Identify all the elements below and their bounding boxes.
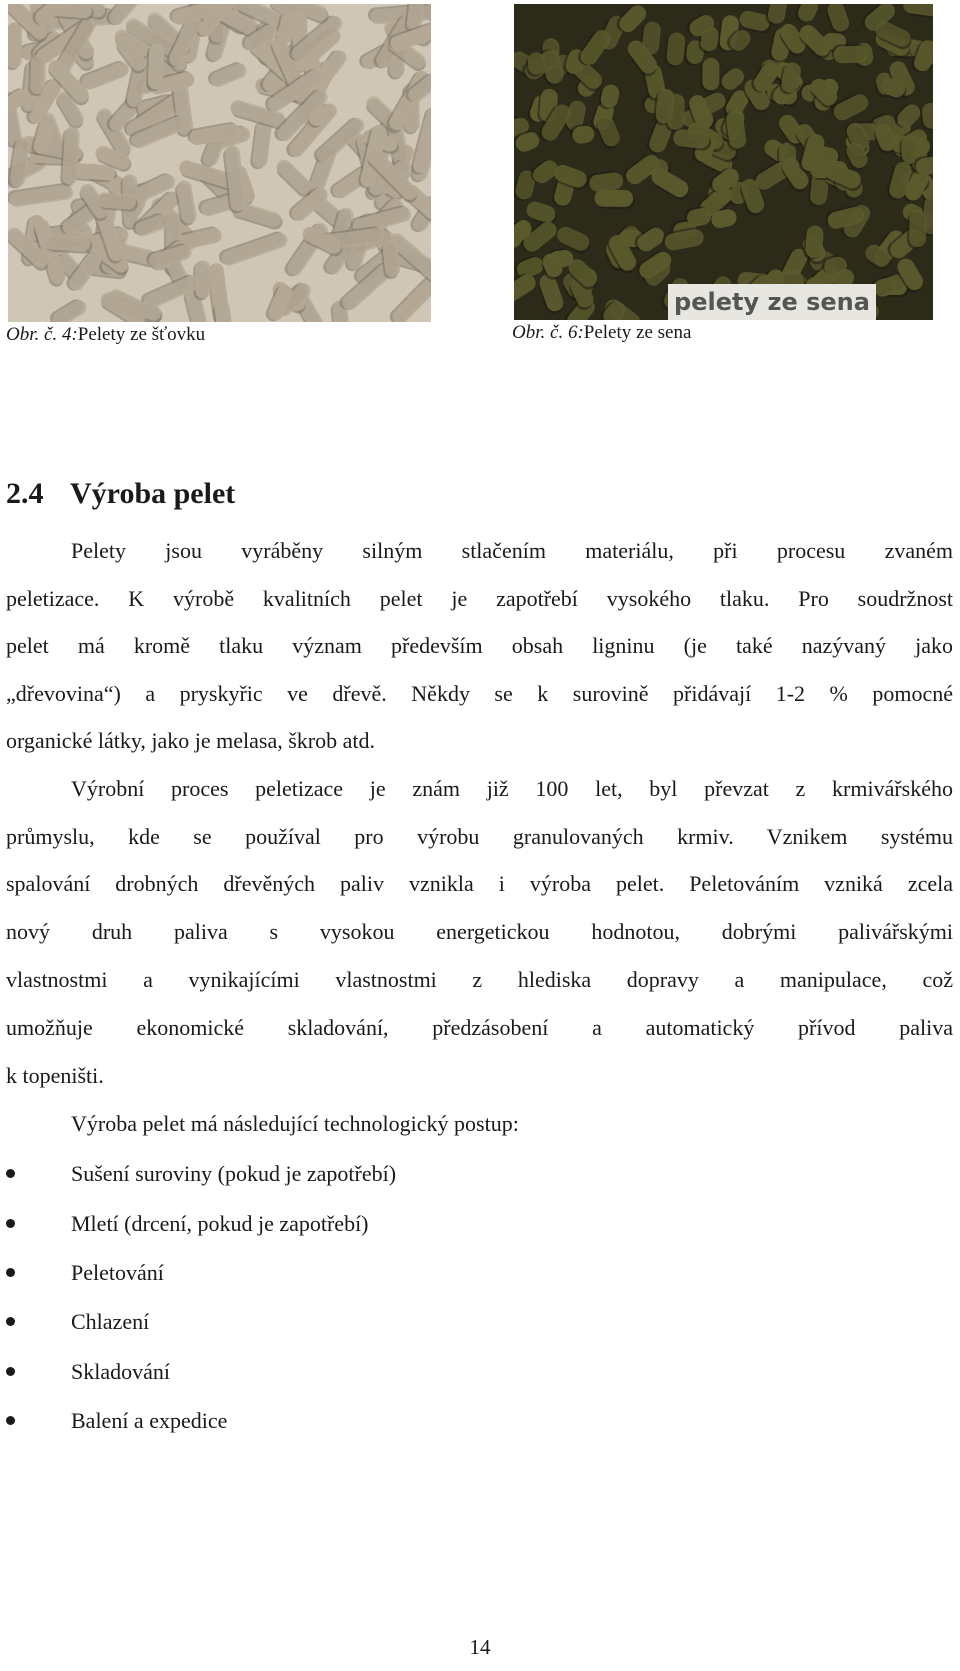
photo-label: [668, 284, 876, 320]
list-item-label: Balení a expedice: [71, 1408, 228, 1433]
bullet-icon: [6, 1317, 15, 1326]
body-line: pelet má kromě tlaku význam především obsah ligninu (je také nazývaný jako: [6, 633, 953, 658]
body-line: vlastnostmi a vynikajícími vlastnostmi z hlediska dopravy a manipulace, což: [6, 967, 953, 992]
list-item-label: Skladování: [71, 1359, 170, 1384]
list-item-label: Chlazení: [71, 1309, 150, 1334]
body-line: organické látky, jako je melasa, škrob atd.: [6, 728, 375, 753]
bullet-icon: [6, 1416, 15, 1425]
photo-label-text: pelety ze sena: [674, 288, 870, 316]
bullet-icon: [6, 1169, 15, 1178]
pellet: [43, 234, 92, 254]
figure-title-right: Pelety ze sena: [583, 322, 692, 343]
body-line: Výroba pelet má následující technologický postup:: [71, 1111, 519, 1136]
pellet: [594, 190, 635, 209]
figure-title-left: Pelety ze šťovku: [77, 324, 206, 345]
bullet-icon: [6, 1219, 15, 1228]
figure-caption-right: [512, 322, 691, 344]
body-line: k topeništi.: [6, 1063, 104, 1088]
pellet: [8, 22, 22, 70]
page-number: 14: [469, 1635, 491, 1659]
section-heading: [6, 474, 235, 514]
list-item-label: Sušení suroviny (pokud je zapotřebí): [71, 1161, 397, 1186]
bullet-icon: [6, 1268, 15, 1277]
pellet: [60, 126, 80, 186]
bullet-icon: [6, 1367, 15, 1376]
figure-label-right: Obr. č. 6:: [512, 322, 584, 343]
pellet: [700, 58, 719, 93]
pellet: [146, 43, 165, 92]
section-number: 2.4: [6, 477, 44, 510]
pellet: [907, 210, 927, 249]
section-title: Výroba pelet: [70, 477, 236, 510]
figure-label-left: Obr. č. 4:: [6, 324, 78, 345]
hay-pellets-photo: [514, 4, 933, 320]
body-line: Pelety jsou vyráběny silným stlačením materiálu, při procesu zvaném: [71, 538, 953, 563]
body-line: umožňuje ekonomické skladování, předzásobení a automatický přívod paliva: [6, 1015, 953, 1040]
pellet: [28, 54, 46, 96]
figure-caption-left: [6, 324, 205, 346]
sorrel-pellets-photo: [8, 4, 431, 322]
body-line: peletizace. K výrobě kvalitních pelet je zapotřebí vysokého tlaku. Pro soudržnost: [6, 586, 953, 611]
list-item-label: Peletování: [71, 1260, 164, 1285]
body-line: Výrobní proces peletizace je znám již 100 let, byl převzat z krmivářského: [71, 776, 953, 801]
pellet: [831, 43, 867, 63]
body-line: průmyslu, kde se používal pro výrobu granulovaných krmiv. Vznikem systému: [6, 824, 953, 849]
body-line: nový druh paliva s vysokou energetickou hodnotou, dobrými palivářskými: [6, 919, 953, 944]
body-line: „dřevovina“) a pryskyřic ve dřevě. Někdy se k surovině přidávají 1-2 % pomocné: [6, 681, 953, 706]
list-item-label: Mletí (drcení, pokud je zapotřebí): [71, 1211, 369, 1236]
body-line: spalování drobných dřevěných paliv vznikla i výroba pelet. Peletováním vzniká zcela: [6, 871, 953, 896]
